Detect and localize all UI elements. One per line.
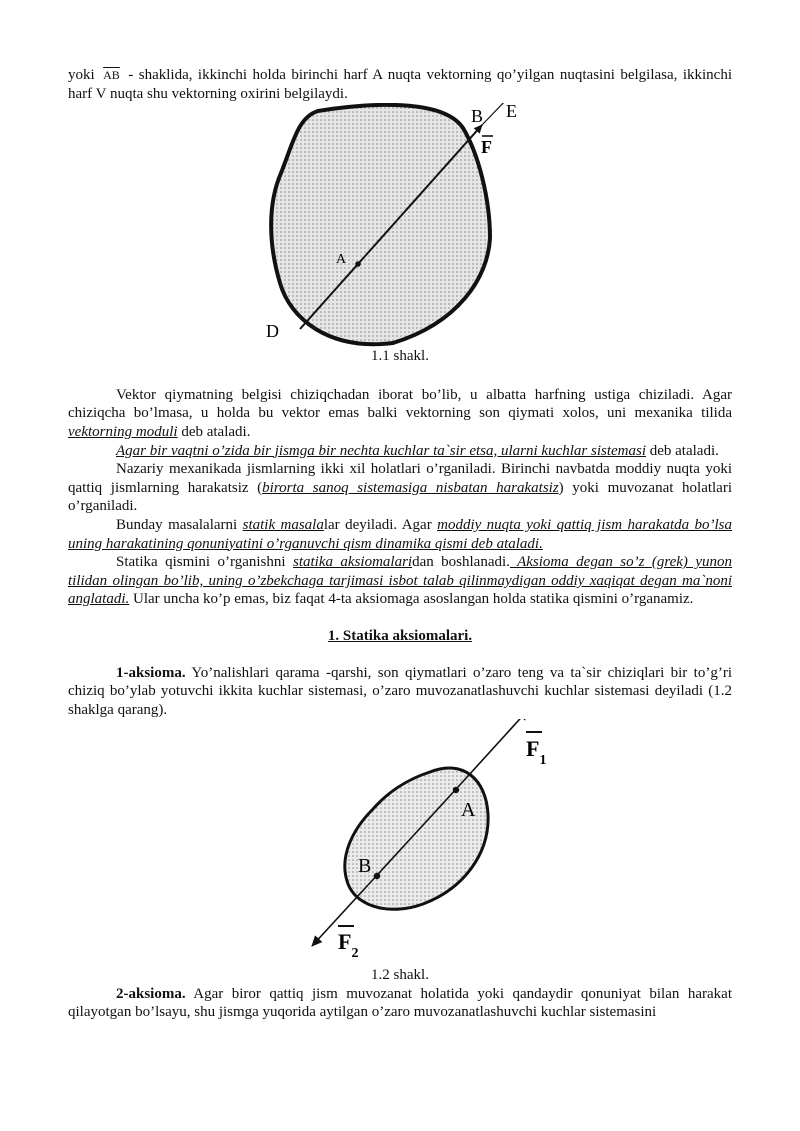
p5-text-a: Bunday masalalarni — [116, 516, 243, 533]
label-a: A — [461, 799, 476, 822]
term-statics-axioms: statika aksiomalari — [293, 554, 413, 571]
label-f1: $F_1$ — [526, 736, 547, 769]
figure-1-1-caption: 1.1 shakl. — [371, 348, 429, 365]
term-static-problem: statik masala — [242, 516, 324, 533]
paragraph-vector-modulus — [68, 386, 732, 442]
term-motionless: birorta sanoq sistemasiga nisbatan harakatsiz — [262, 479, 559, 496]
figure-1-2-drawing — [68, 719, 732, 966]
p6-text-a: Statika qismini o’rganishni — [116, 554, 293, 571]
label-b: B — [358, 855, 372, 878]
axiom-2-text: Agar biror qattiq jism muvozanat holatida yoki qandaydir qonuniyat bilan harakat qilayotgan bo’lsayu, shu jismga yuqorida aytilgan o’zaro muvozanatlashuvchi kuchlar sistemasini — [68, 985, 732, 1021]
p6-text-b: dan boshlanadi. — [412, 554, 510, 571]
label-a: A — [336, 252, 347, 268]
p5-text-b: lar deyiladi. Agar — [323, 516, 438, 533]
term-vector-modulus: vektorning moduli — [68, 423, 178, 440]
label-b: B — [471, 106, 484, 127]
paragraph-equilibrium — [68, 460, 732, 516]
vector-ab-notation: $\overline{AB}$ — [103, 68, 120, 82]
label-d: D — [266, 321, 279, 342]
rigid-body-ellipse — [345, 768, 488, 909]
rigid-body-shape — [271, 105, 490, 344]
p4-text-a: Nazariy mexanikada jismlarning ikki xil holatlari o’rganiladi. Birinchi navbatda moddiy nuqta yoki qattiq jismlarning harakatsiz ( — [68, 461, 732, 496]
p4-text-b: ) yoki muvozanat holatlari o’rganiladi. — [68, 479, 733, 515]
axiom-1-text: Yo’nalishlari qarama -qarshi, son qiymatlari o’zaro teng va ta`sir chiziqlari bir to’g’ri chiziq bo’ylab yotuvchi ikkita kuchlar sistemasi, o’zaro muvozanatlashuvchi kuchlar sistemasi deyiladi (1.2 shaklga qarang). — [68, 664, 732, 718]
figure-1-2 — [68, 719, 732, 966]
section-title: 1. Statika aksiomalari. — [327, 627, 473, 644]
paragraph-force-system — [68, 442, 732, 461]
p2-text-b: deb ataladi. — [177, 423, 251, 440]
term-force-system: Agar bir vaqtni o’zida bir jismga bir nechta kuchlar ta`sir etsa, ularni kuchlar sistemasi — [116, 442, 646, 459]
term-axiom-definition: Aksioma degan so’z (grek) yunon tilidan olingan bo’lib, uning o’zbekchaga tarjimasi isbot talab qilinmaydigan oddiy xaqiqat degan ma`noni anglatadi. — [68, 554, 732, 608]
p2-text-a: Vektor qiymatning belgisi chiziqchadan iborat bo’lib, u albatta harfning ustiga chiziladi. Agar chiziqcha bo’lmasa, u holda bu vektor emas balki vektorning son qiymati xolos, uni mexanika tilida — [68, 386, 732, 422]
p3-text-b: deb ataladi. — [645, 442, 719, 459]
intro-text-a: yoki — [68, 67, 95, 83]
paragraph-static-problems — [68, 516, 732, 553]
document-page — [68, 66, 732, 1022]
point-a-dot — [453, 787, 459, 793]
paragraph-axiom-2 — [68, 985, 732, 1022]
p6-text-c: Ular uncha ko’p emas, biz faqat 4-ta aksiomaga asoslangan holda statika qismini o’rganamiz. — [129, 591, 694, 608]
intro-text-b: - shaklida, ikkinchi holda birinchi harf A nuqta vektorning qo’yilgan nuqtasini belgilasa, ikkinchi harf V nuqta shu vektorning oxirini belgilaydi. — [68, 67, 733, 102]
axiom-1-label: 1-aksioma. — [116, 664, 186, 681]
label-f2: $F_2$ — [338, 929, 359, 962]
figure-1-1-drawing — [68, 103, 732, 347]
point-a-dot — [355, 261, 361, 267]
label-e: E — [506, 103, 517, 122]
figure-1-1 — [68, 103, 732, 347]
paragraph-axioms-intro — [68, 553, 732, 609]
force-line-extension — [482, 103, 509, 125]
paragraph-axiom-1 — [68, 664, 732, 720]
intro-paragraph — [68, 66, 732, 103]
term-dynamics: moddiy nuqta yoki qattiq jism harakatda bo’lsa uning harakatining qonuniyatini o’rganuvchi qism dinamika qismi deb ataladi. — [68, 516, 733, 552]
point-b-dot — [374, 873, 380, 879]
label-f: F — [481, 137, 492, 158]
figure-1-2-caption: 1.2 shakl. — [371, 967, 429, 984]
axiom-2-label: 2-aksioma. — [116, 985, 186, 1002]
